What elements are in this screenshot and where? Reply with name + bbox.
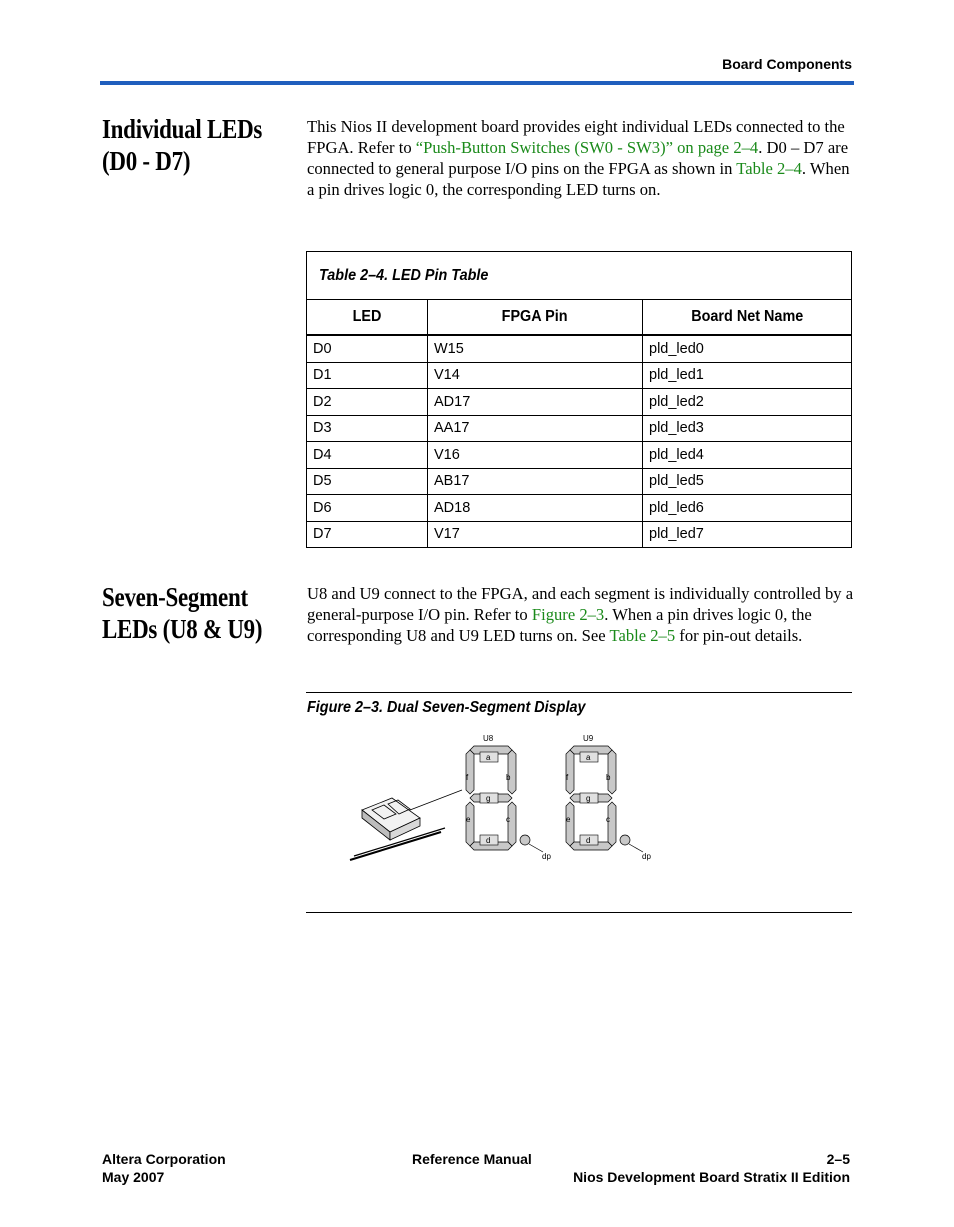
header-text: FPGA Pin (502, 308, 568, 325)
label-d: d (586, 836, 591, 845)
segment-e (566, 802, 574, 846)
text-run: for pin-out details. (675, 626, 803, 645)
table-cell: D2 (307, 389, 428, 416)
table-caption (307, 252, 852, 300)
segment-f (566, 750, 574, 794)
table-cell: V16 (428, 442, 643, 469)
digit-u8 (466, 734, 551, 861)
segment-f (466, 750, 474, 794)
table-cell: D0 (307, 335, 428, 362)
label-a: a (486, 753, 491, 762)
table-cell: pld_led1 (643, 362, 852, 389)
section1-paragraph (307, 116, 855, 200)
table-row (307, 335, 852, 362)
label-g: g (486, 794, 491, 803)
table-cell: AD18 (428, 495, 643, 522)
segment-b (608, 750, 616, 794)
label-f: f (566, 773, 569, 782)
header-text: LED (352, 308, 382, 325)
footer-manual-title: Reference Manual (412, 1151, 532, 1167)
segment-b (508, 750, 516, 794)
table-cell: V14 (428, 362, 643, 389)
table-cell: W15 (428, 335, 643, 362)
decimal-point (520, 835, 530, 845)
table-caption-text: Table 2–4. LED Pin Table (319, 266, 489, 284)
label-a: a (586, 753, 591, 762)
figure-caption (307, 699, 616, 717)
column-header-board-net-name (643, 300, 852, 336)
table-cell: pld_led4 (643, 442, 852, 469)
footer-center (412, 1150, 532, 1168)
text-run: . When a pin drives logic 0, the corresponding U8 and U9 LED turns on. See (307, 605, 812, 645)
figure-2-3-link[interactable]: Figure 2–3 (531, 605, 605, 624)
u8-label: U8 (483, 734, 494, 743)
label-d: d (486, 836, 491, 845)
column-header-led (307, 300, 428, 336)
footer-edition: Nios Development Board Stratix II Edition (573, 1169, 850, 1185)
label-dp: dp (542, 852, 551, 861)
table-cell: pld_led5 (643, 468, 852, 495)
table-row (307, 495, 852, 522)
table-cell: D3 (307, 415, 428, 442)
label-e: e (466, 815, 471, 824)
table-2-5-link[interactable]: Table 2–5 (609, 626, 676, 645)
heading-line: Seven-Segment (102, 582, 248, 612)
heading-line: LEDs (U8 & U9) (102, 614, 263, 644)
table-row (307, 442, 852, 469)
section-heading-individual-leds (102, 113, 290, 177)
text-run: . D0 – D7 are connected to general purpose I/O pins on the FPGA as shown in (307, 138, 849, 178)
label-g: g (586, 794, 591, 803)
text-run: U8 and U9 connect to the FPGA, and each segment is individually controlled by a general-purpose I/O pin. Refer to (307, 584, 854, 624)
footer-left (102, 1150, 226, 1186)
push-button-switches-link[interactable]: “Push-Button Switches (SW0 - SW3)” on page 2–4 (415, 138, 759, 157)
table-cell: AB17 (428, 468, 643, 495)
digit-u9 (566, 734, 651, 861)
column-header-fpga-pin (428, 300, 643, 336)
heading-line: (D0 - D7) (102, 146, 191, 176)
led-pin-table (306, 251, 852, 548)
table-row (307, 521, 852, 548)
figure-caption-text: Figure 2–3. Dual Seven-Segment Display (307, 699, 586, 716)
led-package-illustration (350, 790, 462, 860)
footer-date: May 2007 (102, 1169, 165, 1185)
footer-page-number: 2–5 (826, 1151, 850, 1167)
section-heading-seven-segment (102, 581, 291, 645)
segment-c (608, 802, 616, 846)
table-row (307, 415, 852, 442)
label-c: c (606, 815, 610, 824)
table-cell: pld_led6 (643, 495, 852, 522)
header-rule (100, 81, 854, 85)
text-run: This Nios II development board provides eight individual LEDs connected to the FPGA. Refer to (307, 117, 845, 157)
table-cell: pld_led7 (643, 521, 852, 548)
segment-c (508, 802, 516, 846)
table-cell: D6 (307, 495, 428, 522)
text-run: . When a pin drives logic 0, the corresponding LED turns on. (307, 159, 850, 199)
footer-right (573, 1150, 850, 1186)
table-cell: AA17 (428, 415, 643, 442)
label-f: f (466, 773, 469, 782)
table-cell: pld_led2 (643, 389, 852, 416)
figure-bottom-rule (306, 912, 852, 913)
header-text: Board Net Name (690, 308, 804, 325)
running-header-title: Board Components (722, 56, 852, 72)
label-dp: dp (642, 852, 651, 861)
label-b: b (506, 773, 511, 782)
label-b: b (606, 773, 611, 782)
label-c: c (506, 815, 510, 824)
table-cell: V17 (428, 521, 643, 548)
table-cell: pld_led3 (643, 415, 852, 442)
table-cell: D1 (307, 362, 428, 389)
table-cell: D4 (307, 442, 428, 469)
heading-line: Individual LEDs (102, 114, 263, 144)
table-2-4-link[interactable]: Table 2–4 (736, 159, 802, 178)
table-cell: pld_led0 (643, 335, 852, 362)
table-row (307, 468, 852, 495)
label-e: e (566, 815, 571, 824)
table-row (307, 389, 852, 416)
section2-paragraph (307, 583, 855, 646)
table-cell: D5 (307, 468, 428, 495)
figure-top-rule (306, 692, 852, 693)
table-cell: D7 (307, 521, 428, 548)
table-row (307, 362, 852, 389)
decimal-point (620, 835, 630, 845)
segment-e (466, 802, 474, 846)
footer-company: Altera Corporation (102, 1151, 226, 1167)
dual-seven-segment-diagram (340, 728, 680, 868)
u9-label: U9 (583, 734, 594, 743)
table-cell: AD17 (428, 389, 643, 416)
